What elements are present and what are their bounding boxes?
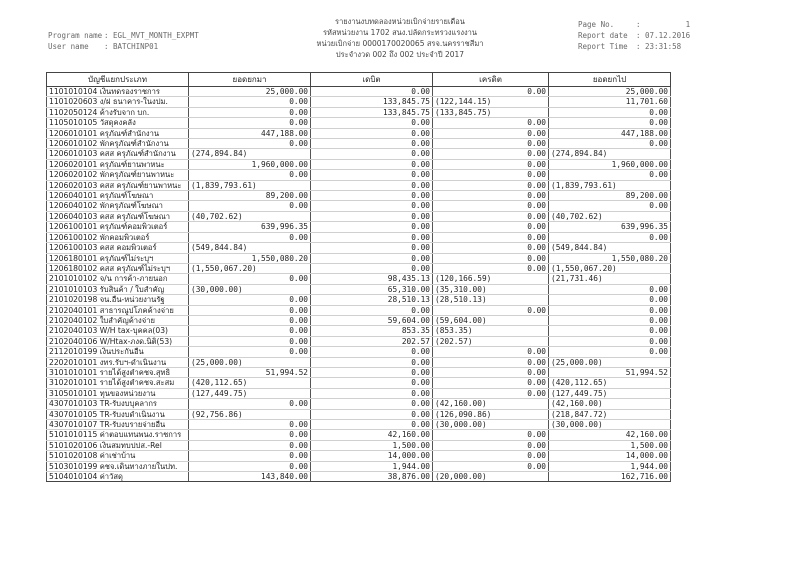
- table-row: [47, 305, 671, 315]
- carried-forward-cell: 1,960,000.00: [549, 159, 671, 169]
- credit-cell: (28,510.13): [433, 295, 549, 305]
- table-row: [47, 170, 671, 180]
- table-row: [47, 274, 671, 284]
- credit-cell: (59,604.00): [433, 315, 549, 325]
- credit-cell: 0.00: [433, 305, 549, 315]
- debit-cell: 133,845.75: [311, 97, 433, 107]
- col-account: บัญชีแยกประเภท: [47, 73, 189, 87]
- debit-cell: 0.00: [311, 243, 433, 253]
- credit-cell: 0.00: [433, 347, 549, 357]
- carried-forward-cell: 0.00: [549, 170, 671, 180]
- debit-cell: 0.00: [311, 409, 433, 419]
- account-cell: 5103010199 คชจ.เดินทางภายในปท.: [47, 461, 189, 471]
- debit-cell: 0.00: [311, 420, 433, 430]
- table-row: [47, 347, 671, 357]
- brought-forward-cell: 0.00: [189, 118, 311, 128]
- carried-forward-cell: 162,716.00: [549, 472, 671, 482]
- table-row: [47, 139, 671, 149]
- debit-cell: 0.00: [311, 263, 433, 273]
- credit-cell: 0.00: [433, 128, 549, 138]
- carried-forward-cell: 11,701.60: [549, 97, 671, 107]
- carried-forward-cell: 0.00: [549, 326, 671, 336]
- debit-cell: 0.00: [311, 232, 433, 242]
- credit-cell: 0.00: [433, 253, 549, 263]
- table-row: [47, 191, 671, 201]
- account-cell: 1101010104 เงินทดรองราชการ: [47, 87, 189, 97]
- debit-cell: 0.00: [311, 357, 433, 367]
- account-cell: 5104010104 ค่าวัสดุ: [47, 472, 189, 482]
- debit-cell: 0.00: [311, 180, 433, 190]
- debit-cell: 28,510.13: [311, 295, 433, 305]
- brought-forward-cell: (25,000.00): [189, 357, 311, 367]
- debit-cell: 0.00: [311, 149, 433, 159]
- credit-cell: 0.00: [433, 357, 549, 367]
- table-row: [47, 378, 671, 388]
- table-row: [47, 97, 671, 107]
- credit-cell: 0.00: [433, 159, 549, 169]
- table-row: [47, 336, 671, 346]
- account-cell: 1102050124 ค้างรับจาก บก.: [47, 107, 189, 117]
- table-row: [47, 326, 671, 336]
- carried-forward-cell: (549,844.84): [549, 243, 671, 253]
- page-value: : 1: [636, 20, 691, 29]
- table-header-row: [47, 73, 671, 87]
- carried-forward-cell: 0.00: [549, 118, 671, 128]
- carried-forward-cell: (1,550,067.20): [549, 263, 671, 273]
- table-row: [47, 222, 671, 232]
- debit-cell: 0.00: [311, 305, 433, 315]
- carried-forward-cell: 1,500.00: [549, 440, 671, 450]
- brought-forward-cell: 0.00: [189, 399, 311, 409]
- credit-cell: 0.00: [433, 451, 549, 461]
- debit-cell: 59,604.00: [311, 315, 433, 325]
- table-body: [47, 87, 671, 482]
- carried-forward-cell: 0.00: [549, 284, 671, 294]
- carried-forward-cell: (21,731.46): [549, 274, 671, 284]
- col-carried-forward: ยอดยกไป: [549, 73, 671, 87]
- date-value: : 07.12.2016: [636, 31, 691, 40]
- credit-cell: (122,144.15): [433, 97, 549, 107]
- brought-forward-cell: (40,702.62): [189, 211, 311, 221]
- brought-forward-cell: 1,550,080.20: [189, 253, 311, 263]
- carried-forward-cell: 0.00: [549, 201, 671, 211]
- date-label: Report date: [578, 31, 628, 40]
- report-date: [578, 30, 690, 41]
- account-cell: 1105010105 วัสดุคงคลัง: [47, 118, 189, 128]
- table-row: [47, 243, 671, 253]
- account-cell: 2101010102 จ/น การค้า-ภายนอก: [47, 274, 189, 284]
- brought-forward-cell: (1,839,793.61): [189, 180, 311, 190]
- brought-forward-cell: 0.00: [189, 107, 311, 117]
- carried-forward-cell: (420,112.65): [549, 378, 671, 388]
- brought-forward-cell: 0.00: [189, 295, 311, 305]
- carried-forward-cell: 0.00: [549, 232, 671, 242]
- credit-cell: (35,310.00): [433, 284, 549, 294]
- account-cell: 1206020101 ครุภัณฑ์ยานพาหนะ: [47, 159, 189, 169]
- credit-cell: (120,166.59): [433, 274, 549, 284]
- credit-cell: 0.00: [433, 243, 549, 253]
- debit-cell: 0.00: [311, 211, 433, 221]
- page-label: Page No.: [578, 20, 615, 29]
- account-cell: 1206010101 ครุภัณฑ์สำนักงาน: [47, 128, 189, 138]
- unit-line: หน่วยเบิกจ่าย 0000170020065 สรจ.นครราชสีมา: [316, 39, 484, 48]
- brought-forward-cell: 51,994.52: [189, 367, 311, 377]
- debit-cell: 0.00: [311, 347, 433, 357]
- debit-cell: 0.00: [311, 128, 433, 138]
- debit-cell: 133,845.75: [311, 107, 433, 117]
- brought-forward-cell: 143,840.00: [189, 472, 311, 482]
- brought-forward-cell: 0.00: [189, 201, 311, 211]
- table-row: [47, 128, 671, 138]
- account-cell: 2102040106 W/Htax-ภงด.นิติ(53): [47, 336, 189, 346]
- account-cell: 1206180102 คสส ครุภัณฑ์ไม่ระบุฯ: [47, 263, 189, 273]
- account-cell: 4307010103 TR-รับงบบุคลากร: [47, 399, 189, 409]
- debit-cell: 202.57: [311, 336, 433, 346]
- table-row: [47, 367, 671, 377]
- debit-cell: 0.00: [311, 253, 433, 263]
- carried-forward-cell: (40,702.62): [549, 211, 671, 221]
- brought-forward-cell: 447,188.00: [189, 128, 311, 138]
- brought-forward-cell: 0.00: [189, 440, 311, 450]
- debit-cell: 1,944.00: [311, 461, 433, 471]
- account-cell: 3101010101 รายได้สูงต่ำคชจ.สุทธิ: [47, 367, 189, 377]
- table-row: [47, 295, 671, 305]
- credit-cell: 0.00: [433, 191, 549, 201]
- account-cell: 4307010107 TR-รับงบรายจ่ายอื่น: [47, 420, 189, 430]
- program-value: : EGL_MVT_MONTH_EXPMT: [104, 31, 199, 40]
- carried-forward-cell: (1,839,793.61): [549, 180, 671, 190]
- program-label: Program name: [48, 31, 103, 40]
- table-row: [47, 232, 671, 242]
- account-cell: 2102040103 W/H tax-บุคคล(03): [47, 326, 189, 336]
- table-row: [47, 357, 671, 367]
- brought-forward-cell: 25,000.00: [189, 87, 311, 97]
- brought-forward-cell: 0.00: [189, 170, 311, 180]
- user-value: : BATCHINP01: [104, 42, 159, 51]
- carried-forward-cell: 51,994.52: [549, 367, 671, 377]
- credit-cell: 0.00: [433, 367, 549, 377]
- brought-forward-cell: 0.00: [189, 420, 311, 430]
- account-cell: 1206100102 พักคอมพิวเตอร์: [47, 232, 189, 242]
- credit-cell: (126,090.86): [433, 409, 549, 419]
- report-title: รายงานงบทดลองหน่วยเบิกจ่ายรายเดือน: [335, 17, 465, 26]
- debit-cell: 853.35: [311, 326, 433, 336]
- credit-cell: (853.35): [433, 326, 549, 336]
- account-cell: 1206040102 พักครุภัณฑ์โฆษณา: [47, 201, 189, 211]
- debit-cell: 1,500.00: [311, 440, 433, 450]
- brought-forward-cell: 0.00: [189, 326, 311, 336]
- account-cell: 5101020106 เงินสมทบปปส.-Rel: [47, 440, 189, 450]
- carried-forward-cell: 0.00: [549, 305, 671, 315]
- credit-cell: 0.00: [433, 170, 549, 180]
- credit-cell: 0.00: [433, 201, 549, 211]
- debit-cell: 98,435.13: [311, 274, 433, 284]
- carried-forward-cell: 447,188.00: [549, 128, 671, 138]
- table-row: [47, 107, 671, 117]
- carried-forward-cell: 25,000.00: [549, 87, 671, 97]
- debit-cell: 0.00: [311, 118, 433, 128]
- account-cell: 2202010101 งทร.รับฯ-ดำเนินงาน: [47, 357, 189, 367]
- carried-forward-cell: 1,550,080.20: [549, 253, 671, 263]
- time-value: : 23:31:58: [636, 42, 682, 51]
- credit-cell: 0.00: [433, 430, 549, 440]
- table-row: [47, 420, 671, 430]
- table-row: [47, 409, 671, 419]
- debit-cell: 0.00: [311, 388, 433, 398]
- brought-forward-cell: 639,996.35: [189, 222, 311, 232]
- account-cell: 3105010101 ทุนของหน่วยงาน: [47, 388, 189, 398]
- carried-forward-cell: (274,894.84): [549, 149, 671, 159]
- col-credit: เครดิต: [433, 73, 549, 87]
- account-cell: 1206020103 คสส ครุภัณฑ์ยานพาหนะ: [47, 180, 189, 190]
- time-label: Report Time: [578, 42, 628, 51]
- brought-forward-cell: 89,200.00: [189, 191, 311, 201]
- account-cell: 1206020102 พักครุภัณฑ์ยานพาหนะ: [47, 170, 189, 180]
- credit-cell: 0.00: [433, 180, 549, 190]
- debit-cell: 0.00: [311, 159, 433, 169]
- carried-forward-cell: 42,160.00: [549, 430, 671, 440]
- carried-forward-cell: 14,000.00: [549, 451, 671, 461]
- table-row: [47, 87, 671, 97]
- account-cell: 2101020198 จน.อื่น-หน่วยงานรัฐ: [47, 295, 189, 305]
- debit-cell: 0.00: [311, 201, 433, 211]
- table-row: [47, 472, 671, 482]
- brought-forward-cell: 0.00: [189, 430, 311, 440]
- debit-cell: 0.00: [311, 139, 433, 149]
- debit-cell: 38,876.00: [311, 472, 433, 482]
- account-cell: 1206100101 ครุภัณฑ์คอมพิวเตอร์: [47, 222, 189, 232]
- credit-cell: 0.00: [433, 263, 549, 273]
- account-cell: 1101020603 ง/ฝ ธนาคาร-ในงปม.: [47, 97, 189, 107]
- user-name: [48, 41, 158, 52]
- carried-forward-cell: 89,200.00: [549, 191, 671, 201]
- brought-forward-cell: 1,960,000.00: [189, 159, 311, 169]
- credit-cell: 0.00: [433, 378, 549, 388]
- table-row: [47, 159, 671, 169]
- credit-cell: (20,000.00): [433, 472, 549, 482]
- table-row: [47, 263, 671, 273]
- carried-forward-cell: (127,449.75): [549, 388, 671, 398]
- debit-cell: 42,160.00: [311, 430, 433, 440]
- table-row: [47, 180, 671, 190]
- carried-forward-cell: (30,000.00): [549, 420, 671, 430]
- trial-balance-table: [46, 72, 671, 482]
- agency-line: รหัสหน่วยงาน 1702 สนง.ปลัดกระทรวงแรงงาน: [322, 28, 478, 37]
- brought-forward-cell: 0.00: [189, 97, 311, 107]
- account-cell: 1206180101 ครุภัณฑ์ไม่ระบุฯ: [47, 253, 189, 263]
- debit-cell: 0.00: [311, 87, 433, 97]
- account-cell: 2102040101 สาธารณูปโภคค้างจ่าย: [47, 305, 189, 315]
- debit-cell: 0.00: [311, 367, 433, 377]
- brought-forward-cell: (1,550,067.20): [189, 263, 311, 273]
- carried-forward-cell: 639,996.35: [549, 222, 671, 232]
- brought-forward-cell: 0.00: [189, 451, 311, 461]
- brought-forward-cell: 0.00: [189, 461, 311, 471]
- user-label: User name: [48, 42, 89, 51]
- debit-cell: 0.00: [311, 378, 433, 388]
- brought-forward-cell: 0.00: [189, 336, 311, 346]
- table-row: [47, 315, 671, 325]
- account-cell: 1206040103 คสส ครุภัณฑ์โฆษณา: [47, 211, 189, 221]
- credit-cell: 0.00: [433, 118, 549, 128]
- page-no: [578, 19, 690, 30]
- table-row: [47, 461, 671, 471]
- credit-cell: (30,000.00): [433, 420, 549, 430]
- table-row: [47, 284, 671, 294]
- brought-forward-cell: (92,756.86): [189, 409, 311, 419]
- account-cell: 1206010102 พักครุภัณฑ์สำนักงาน: [47, 139, 189, 149]
- account-cell: 1206010103 คสส ครุภัณฑ์สำนักงาน: [47, 149, 189, 159]
- carried-forward-cell: 0.00: [549, 336, 671, 346]
- col-brought-forward: ยอดยกมา: [189, 73, 311, 87]
- brought-forward-cell: 0.00: [189, 347, 311, 357]
- debit-cell: 14,000.00: [311, 451, 433, 461]
- account-cell: 4307010105 TR-รับงบดำเนินงาน: [47, 409, 189, 419]
- period-line: ประจำงวด 002 ถึง 002 ประจำปี 2017: [335, 50, 465, 59]
- table-row: [47, 253, 671, 263]
- debit-cell: 0.00: [311, 222, 433, 232]
- col-debit: เดบิต: [311, 73, 433, 87]
- brought-forward-cell: (420,112.65): [189, 378, 311, 388]
- brought-forward-cell: 0.00: [189, 139, 311, 149]
- credit-cell: (202.57): [433, 336, 549, 346]
- table-row: [47, 149, 671, 159]
- credit-cell: 0.00: [433, 461, 549, 471]
- credit-cell: 0.00: [433, 232, 549, 242]
- credit-cell: (42,160.00): [433, 399, 549, 409]
- carried-forward-cell: 0.00: [549, 347, 671, 357]
- account-cell: 2112010199 เงินประกันอื่น: [47, 347, 189, 357]
- table-row: [47, 430, 671, 440]
- credit-cell: (133,845.75): [433, 107, 549, 117]
- credit-cell: 0.00: [433, 87, 549, 97]
- carried-forward-cell: (25,000.00): [549, 357, 671, 367]
- credit-cell: 0.00: [433, 388, 549, 398]
- brought-forward-cell: (30,000.00): [189, 284, 311, 294]
- debit-cell: 0.00: [311, 191, 433, 201]
- debit-cell: 0.00: [311, 170, 433, 180]
- carried-forward-cell: 0.00: [549, 295, 671, 305]
- brought-forward-cell: 0.00: [189, 274, 311, 284]
- brought-forward-cell: (549,844.84): [189, 243, 311, 253]
- brought-forward-cell: (127,449.75): [189, 388, 311, 398]
- account-cell: 5101020108 ค่าเช่าบ้าน: [47, 451, 189, 461]
- brought-forward-cell: 0.00: [189, 305, 311, 315]
- carried-forward-cell: 0.00: [549, 107, 671, 117]
- carried-forward-cell: 0.00: [549, 315, 671, 325]
- table-row: [47, 211, 671, 221]
- carried-forward-cell: 1,944.00: [549, 461, 671, 471]
- debit-cell: 0.00: [311, 399, 433, 409]
- carried-forward-cell: (218,847.72): [549, 409, 671, 419]
- table-row: [47, 118, 671, 128]
- table-row: [47, 201, 671, 211]
- credit-cell: 0.00: [433, 149, 549, 159]
- program-name: [48, 30, 199, 41]
- account-cell: 5101010115 ค่าตอบแทนพนง.ราชการ: [47, 430, 189, 440]
- table-row: [47, 451, 671, 461]
- table-row: [47, 440, 671, 450]
- account-cell: 1206040101 ครุภัณฑ์โฆษณา: [47, 191, 189, 201]
- account-cell: 1206100103 คสส คอมพิวเตอร์: [47, 243, 189, 253]
- debit-cell: 65,310.00: [311, 284, 433, 294]
- brought-forward-cell: 0.00: [189, 315, 311, 325]
- account-cell: 2101010103 รับสินค้า / ใบสำคัญ: [47, 284, 189, 294]
- credit-cell: 0.00: [433, 211, 549, 221]
- brought-forward-cell: (274,894.84): [189, 149, 311, 159]
- credit-cell: 0.00: [433, 222, 549, 232]
- account-cell: 3102010101 รายได้สูงต่ำคชจ.สะสม: [47, 378, 189, 388]
- account-cell: 2102040102 ใบสำคัญค้างจ่าย: [47, 315, 189, 325]
- credit-cell: 0.00: [433, 440, 549, 450]
- carried-forward-cell: 0.00: [549, 139, 671, 149]
- table-row: [47, 388, 671, 398]
- brought-forward-cell: 0.00: [189, 232, 311, 242]
- report-time: [578, 41, 681, 52]
- carried-forward-cell: (42,160.00): [549, 399, 671, 409]
- table-row: [47, 399, 671, 409]
- credit-cell: 0.00: [433, 139, 549, 149]
